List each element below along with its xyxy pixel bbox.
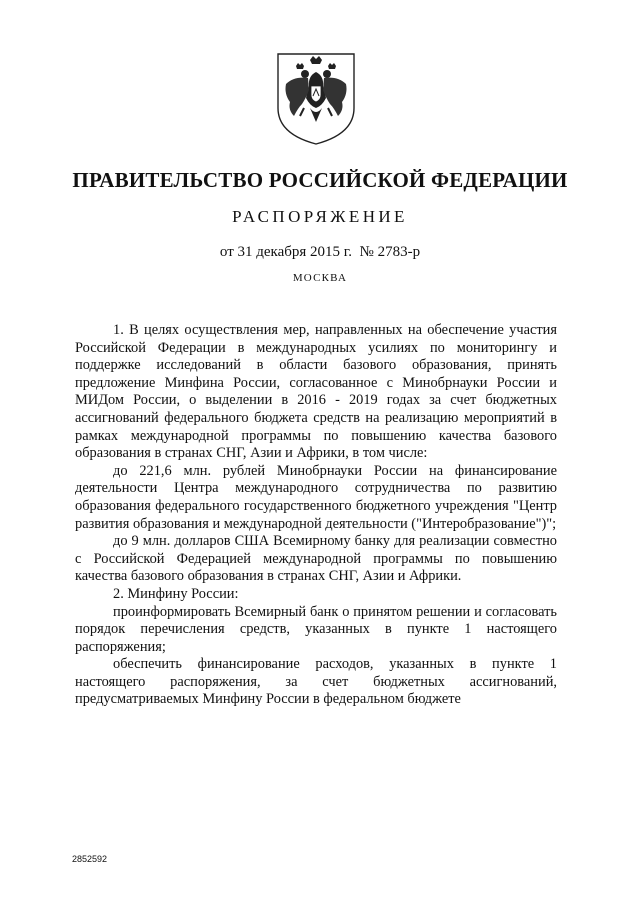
paragraph-2: 2. Минфину России:	[113, 585, 239, 602]
document-date-number: от 31 декабря 2015 г. № 2783-р	[219, 244, 421, 260]
paragraph-2-item-2: обеспечить финансирование расходов, указанных в пункте 1 настоящего распоряжения, за счет бюджетных ассигнований, предусматриваемых Минфину России в федеральном бюджете	[75, 656, 557, 708]
paragraph-1: 1. В целях осуществления мер, направленных на обеспечение участия Российской Федерации в международных усилиях по мониторингу и поддержке исследований в области базового образования, принять предложение Минфина России, согласованное с Минобрнауки России и МИДом России, о выделении в 2016 - 2019 годах за счет бюджетных ассигнований федерального бюджета средств на реализацию мероприятий в рамках международной программы по повышению качества базового образования в странах СНГ, Азии и Африки, в том числе:	[75, 322, 557, 462]
document-body	[75, 322, 557, 709]
paragraph-1-item-2: до 9 млн. долларов США Всемирному банку для реализации совместно с Российской Федерацией международной программы по повышению качества базового образования в странах СНГ, Азии и Африки.	[75, 533, 557, 585]
document-code: 2852592	[72, 854, 108, 864]
document-city: МОСКВА	[292, 272, 348, 284]
paragraph-1-item-1: до 221,6 млн. рублей Минобрнауки России на финансирование деятельности Центра международного сотрудничества по развитию образования федерального государственного бюджетного учреждения "Центр развития образования и международной деятельности ("Интеробразование")";	[75, 462, 557, 532]
paragraph-2-item-1: проинформировать Всемирный банк о принятом решении и согласовать порядок перечисления средств, указанных в пункте 1 настоящего распоряжения;	[75, 603, 557, 655]
document-type: РАСПОРЯЖЕНИЕ	[232, 207, 408, 226]
coat-of-arms-icon	[272, 50, 360, 146]
government-title: ПРАВИТЕЛЬСТВО РОССИЙСКОЙ ФЕДЕРАЦИИ	[72, 168, 568, 192]
